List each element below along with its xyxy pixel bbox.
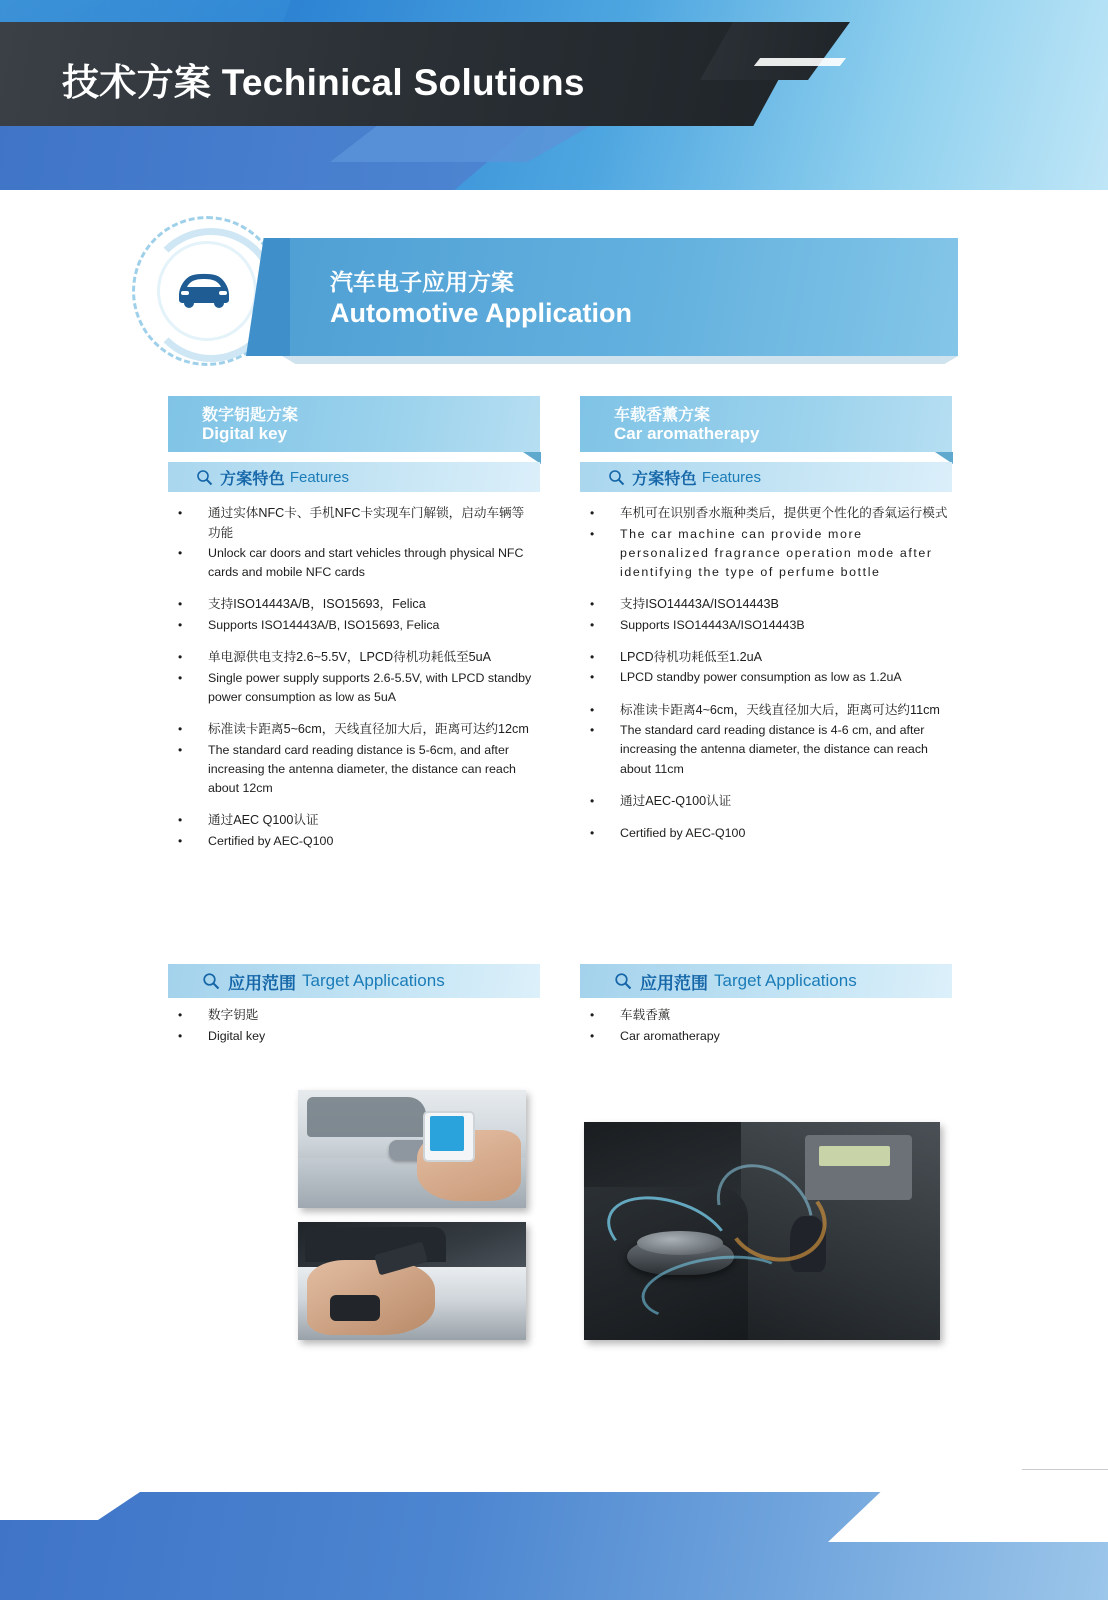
bullet-marker: • <box>178 597 183 612</box>
list-item-text: Car aromatherapy <box>620 1028 720 1043</box>
list-spacer <box>168 708 540 720</box>
bullet-marker: • <box>590 723 595 738</box>
list-item-text: The standard card reading distance is 5-6cm, and after increasing the antenna diameter, the distance can reach about 12cm <box>208 742 516 796</box>
list-item <box>580 1027 952 1046</box>
list-item <box>580 721 952 779</box>
applications-label-en: Target Applications <box>302 971 445 990</box>
bullet-marker: • <box>178 650 183 665</box>
features-label-cn: 方案特色 <box>632 470 697 488</box>
card-title-cn: 车载香薰方案 <box>614 407 711 424</box>
solution-card-car-aromatherapy <box>580 396 952 845</box>
section-title-en: Automotive Application <box>330 298 632 328</box>
card-title-cn: 数字钥匙方案 <box>202 407 299 424</box>
list-item <box>580 701 952 721</box>
section-header-bar <box>268 238 958 356</box>
magnifier-icon <box>614 972 632 990</box>
list-item <box>168 720 540 740</box>
features-list-car-aromatherapy <box>580 504 952 844</box>
bullet-marker: • <box>590 793 595 808</box>
bullet-marker: • <box>590 597 595 612</box>
target-applications-car-aromatherapy <box>580 964 952 1047</box>
list-item <box>580 595 952 615</box>
list-item <box>168 648 540 668</box>
list-item <box>168 1006 540 1026</box>
features-bar-car-aromatherapy <box>580 462 952 492</box>
features-list-digital-key <box>168 504 540 851</box>
list-item-text: 单电源供电支持2.6~5.5V，LPCD待机功耗低至5uA <box>208 650 492 665</box>
list-item <box>168 832 540 851</box>
list-item-text: The standard card reading distance is 4-6 cm, and after increasing the antenna diameter, the distance can reach about 11cm <box>620 723 928 776</box>
list-item-text: Certified by AEC-Q100 <box>208 833 334 848</box>
applications-label-en: Target Applications <box>714 971 857 990</box>
list-item-text: Supports ISO14443A/ISO14443B <box>620 617 805 632</box>
features-bar-digital-key <box>168 462 540 492</box>
bullet-marker: • <box>178 1008 183 1022</box>
header-slash-decoration <box>754 58 846 66</box>
list-item-text: Certified by AEC-Q100 <box>620 826 746 841</box>
bullet-marker: • <box>590 1008 595 1022</box>
list-item <box>580 1006 952 1026</box>
bullet-marker: • <box>178 813 183 828</box>
features-label-en: Features <box>701 468 762 486</box>
features-label-en: Features <box>289 468 350 486</box>
list-item-text: 标准读卡距离5~6cm，天线直径加大后，距离可达约12cm <box>208 722 529 737</box>
bullet-marker: • <box>590 617 595 632</box>
list-item-text: 车载香薰 <box>620 1008 671 1022</box>
list-item <box>168 811 540 831</box>
list-item <box>168 1027 540 1046</box>
bullet-marker: • <box>590 1028 595 1043</box>
applications-bar-digital-key <box>168 964 540 998</box>
list-item-text: LPCD standby power consumption as low as 1.2uA <box>620 670 902 685</box>
list-item <box>168 669 540 707</box>
list-spacer <box>580 583 952 595</box>
list-item-text: 通过AEC Q100认证 <box>208 813 319 828</box>
photo-car-aromatherapy-interior <box>584 1122 940 1340</box>
list-item <box>580 504 952 524</box>
section-header <box>268 238 958 364</box>
list-item <box>580 792 952 812</box>
photo-digital-key-phone-door <box>298 1090 526 1208</box>
magnifier-icon <box>196 469 213 486</box>
list-item-text: 标准读卡距离4~6cm，天线直径加大后，距离可达约11cm <box>620 702 940 717</box>
car-icon <box>173 267 235 309</box>
list-item <box>168 741 540 799</box>
list-spacer <box>580 780 952 792</box>
list-item-text: LPCD待机功耗低至1.2uA <box>620 649 763 664</box>
list-item <box>168 504 540 543</box>
applications-label-cn: 应用范围 <box>640 973 708 993</box>
bullet-marker: • <box>178 617 183 632</box>
list-item <box>580 525 952 583</box>
list-spacer <box>580 812 952 824</box>
applications-list-car-aromatherapy <box>580 1006 952 1046</box>
features-label-cn: 方案特色 <box>220 470 285 488</box>
list-item-text: 数字钥匙 <box>208 1008 259 1022</box>
target-applications-digital-key <box>168 964 540 1047</box>
list-item-text: 支持ISO14443A/B，ISO15693，Felica <box>208 597 426 612</box>
card-title-en: Car aromatherapy <box>614 424 760 443</box>
page-header-banner <box>0 0 1108 190</box>
list-item <box>580 668 952 687</box>
list-item <box>580 616 952 635</box>
page-title: 技术方案 Techinical Solutions <box>62 62 585 103</box>
list-item <box>580 648 952 668</box>
applications-bar-car-aromatherapy <box>580 964 952 998</box>
card-title-bar-digital-key <box>168 396 540 452</box>
bullet-marker: • <box>178 670 183 685</box>
list-item-text: 车机可在识别香水瓶种类后，提供更个性化的香氣运行模式 <box>620 506 948 520</box>
bullet-marker: • <box>590 670 595 685</box>
list-spacer <box>168 583 540 595</box>
magnifier-icon <box>608 469 625 486</box>
bullet-marker: • <box>178 546 183 561</box>
photo-digital-key-card-tap <box>298 1222 526 1340</box>
magnifier-icon <box>202 972 220 990</box>
bullet-marker: • <box>590 826 595 841</box>
list-item-text: The car machine can provide more personalized fragrance operation mode after identifying the type of perfume bottle <box>620 526 933 579</box>
bullet-marker: • <box>178 742 183 757</box>
page-footer-banner <box>0 1492 1108 1600</box>
footer-wedge-right <box>828 1492 1108 1542</box>
footer-wedge-left <box>0 1492 140 1520</box>
bullet-marker: • <box>590 649 595 664</box>
list-item <box>168 616 540 635</box>
bullet-marker: • <box>178 1028 183 1043</box>
list-item-text: Digital key <box>208 1028 266 1043</box>
bullet-marker: • <box>178 506 183 520</box>
card-title-en: Digital key <box>202 424 288 443</box>
list-item <box>168 595 540 615</box>
list-spacer <box>168 636 540 648</box>
page-divider <box>1022 1469 1108 1470</box>
bullet-marker: • <box>178 722 183 737</box>
bullet-marker: • <box>178 833 183 848</box>
bullet-marker: • <box>590 526 595 541</box>
section-header-shadow <box>282 356 958 364</box>
bullet-marker: • <box>590 506 595 520</box>
list-item-text: Unlock car doors and start vehicles through physical NFC cards and mobile NFC cards <box>208 546 524 580</box>
list-item <box>580 824 952 843</box>
list-item-text: 通过AEC-Q100认证 <box>620 793 732 808</box>
list-item-text: 通过实体NFC卡、手机NFC卡实现车门解锁，启动车辆等功能 <box>208 506 525 540</box>
list-item-text: 支持ISO14443A/ISO14443B <box>620 597 779 612</box>
list-item <box>168 544 540 582</box>
bullet-marker: • <box>590 702 595 717</box>
applications-list-digital-key <box>168 1006 540 1046</box>
solution-card-digital-key <box>168 396 540 852</box>
list-spacer <box>580 689 952 701</box>
section-title-cn: 汽车电子应用方案 <box>330 269 514 295</box>
list-item-text: Supports ISO14443A/B, ISO15693, Felica <box>208 617 440 632</box>
card-title-bar-car-aromatherapy <box>580 396 952 452</box>
list-item-text: Single power supply supports 2.6-5.5V, with LPCD standby power consumption as low as 5uA <box>208 670 532 704</box>
list-spacer <box>168 799 540 811</box>
list-spacer <box>580 636 952 648</box>
applications-label-cn: 应用范围 <box>228 973 296 993</box>
